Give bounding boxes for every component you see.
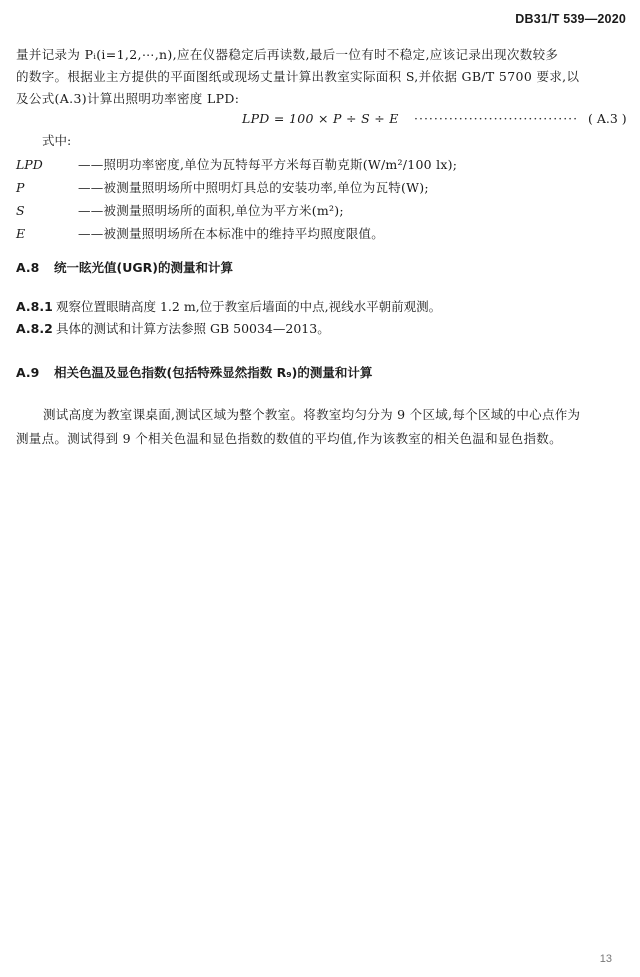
definition-text: ——被测量照明场所的面积,单位为平方米(m²);: [78, 203, 344, 218]
standard-number-header: DB31/T 539—2020: [515, 12, 626, 26]
section-number: A.8: [16, 260, 40, 275]
paragraph-line: 及公式(A.3)计算出照明功率密度 LPD:: [16, 91, 240, 106]
section-title: 统一眩光值(UGR)的测量和计算: [54, 260, 233, 275]
formula-a3: [0, 108, 640, 130]
definition-symbol: E: [16, 226, 26, 241]
section-heading-a9: [16, 362, 372, 384]
clause-number: A.8.1: [16, 299, 53, 314]
paragraph-line: 的数字。根据业主方提供的平面图纸或现场丈量计算出教室实际面积 S,并依据 GB/T 5700 要求,以: [16, 69, 580, 84]
definition-text: ——照明功率密度,单位为瓦特每平方米每百勒克斯(W/m²/100 lx);: [78, 157, 458, 172]
color-temperature-paragraph: [16, 403, 628, 451]
section-title: 相关色温及显色指数(包括特殊显然指数 R₉)的测量和计算: [54, 365, 373, 380]
definition-symbol: LPD: [16, 157, 43, 172]
clause-text: 观察位置眼睛高度 1.2 m,位于教室后墙面的中点,视线水平朝前观测。: [56, 299, 442, 314]
definition-symbol: P: [16, 180, 25, 195]
measurement-paragraph: [16, 44, 628, 110]
formula-leader-dots: ·································: [414, 111, 579, 126]
section-number: A.9: [16, 365, 40, 380]
paragraph-line: 测量点。测试得到 9 个相关色温和显色指数的数值的平均值,作为该教室的相关色温和显色指数。: [16, 431, 562, 446]
clause-number: A.8.2: [16, 321, 53, 336]
formula-number: ( A.3 ): [588, 111, 627, 126]
definition-text: ——被测量照明场所中照明灯具总的安装功率,单位为瓦特(W);: [78, 180, 429, 195]
paragraph-line: 量并记录为 Pᵢ(i=1,2,⋯,n),应在仪器稳定后再读数,最后一位有时不稳定,应该记录出现次数较多: [16, 47, 559, 62]
clause-a8-2: [16, 318, 330, 340]
paragraph-line: 测试高度为教室课桌面,测试区域为整个教室。将教室均匀分为 9 个区域,每个区域的中心点作为: [43, 407, 581, 422]
page-number: 13: [599, 953, 612, 965]
clause-text: 具体的测试和计算方法参照 GB 50034—2013。: [56, 321, 330, 336]
where-label: 式中:: [42, 133, 72, 148]
formula-expression: LPD = 100 × P ÷ S ÷ E: [242, 111, 399, 126]
clause-a8-1: [16, 296, 441, 318]
section-heading-a8: [16, 257, 233, 279]
definition-text: ——被测量照明场所在本标准中的维持平均照度限值。: [78, 226, 385, 241]
definition-symbol: S: [16, 203, 25, 218]
